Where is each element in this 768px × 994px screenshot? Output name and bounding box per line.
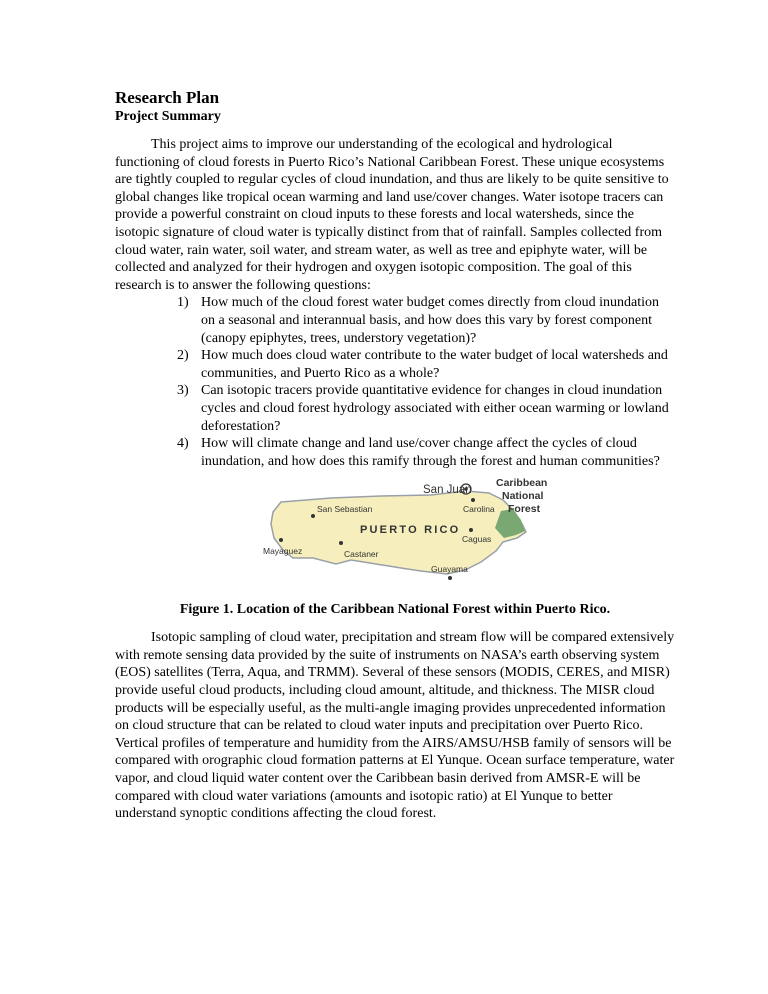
- label-guayama: Guayama: [431, 564, 468, 575]
- list-number: 4): [177, 436, 189, 452]
- document-subtitle: Project Summary: [115, 109, 221, 124]
- label-san-sebastian: San Sebastian: [317, 504, 373, 515]
- label-forest-line3: Forest: [508, 503, 541, 516]
- label-castaner: Castaner: [344, 549, 379, 560]
- list-item: [115, 347, 675, 382]
- label-forest-line1: Caribbean: [496, 478, 548, 490]
- document-title: Research Plan: [115, 88, 220, 107]
- city-dot-caguas: [469, 528, 473, 532]
- label-puerto-rico: PUERTO RICO: [360, 524, 461, 537]
- city-dot-san-sebastian: [311, 514, 315, 518]
- list-item-text: How will climate change and land use/cover change affect the cycles of cloud inundation, and how does this ramify through the forest and human communities?: [201, 436, 660, 469]
- intro-paragraph: This project aims to improve our understanding of the ecological and hydrological functioning of cloud forests in Puerto Rico’s National Caribbean Forest. These unique ecosystems are tightly coupled to regular cycles of cloud inundation, and thus are likely to be quite sensitive to global changes like tropical ocean warming and land use/cover changes. Water isotope tracers can provide a powerful constraint on cloud inputs to these forests and local watersheds, since the isotopic signature of cloud water is typically distinct from that of rainfall. Samples collected from cloud water, rain water, soil water, and stream water, as well as tree and epiphyte water, will be collected and analyzed for their hydrogen and oxygen isotopic composition. The goal of this research is to answer the following questions:: [115, 137, 669, 293]
- list-item: [115, 294, 675, 347]
- questions-list: [115, 294, 675, 470]
- label-mayaguez: Mayaguez: [263, 546, 303, 557]
- list-item: [115, 382, 675, 435]
- puerto-rico-map: [251, 478, 571, 596]
- label-caguas: Caguas: [462, 534, 492, 545]
- list-number: 3): [177, 383, 189, 399]
- city-dot-carolina: [471, 498, 475, 502]
- list-number: 1): [177, 295, 189, 311]
- label-carolina: Carolina: [463, 504, 495, 515]
- list-item-text: Can isotopic tracers provide quantitative evidence for changes in cloud inundation cycles and cloud forest hydrology associated with either ocean warming or lowland deforestation?: [201, 383, 669, 434]
- city-dot-mayaguez: [279, 538, 283, 542]
- map-svg: [251, 478, 571, 596]
- city-dot-guayama: [448, 576, 452, 580]
- list-item-text: How much does cloud water contribute to the water budget of local watersheds and communities, and Puerto Rico as a whole?: [201, 348, 668, 381]
- document-page: [115, 88, 675, 823]
- label-san-juan: San Juan: [423, 484, 472, 497]
- list-number: 2): [177, 348, 189, 364]
- second-paragraph: Isotopic sampling of cloud water, precipitation and stream flow will be compared extensively with remote sensing data provided by the suite of instruments on NASA’s earth observing system (EOS) satellites (Terra, Aqua, and TRMM). Several of these sensors (MODIS, CERES, and MISR) provide useful cloud products, including cloud amount, altitude, and thickness. The MISR cloud products will be especially useful, as the multi-angle imaging provides unprecedented information on cloud structure that can be related to cloud water inputs and precipitation over Puerto Rico. Vertical profiles of temperature and humidity from the AIRS/AMSU/HSB family of sensors will be compared with orographic cloud formation patterns at El Yunque. Ocean surface temperature, water vapor, and cloud liquid water content over the Caribbean basin derived from AMSR-E will be compared with cloud water variations (amounts and isotopic ratio) at El Yunque to better understand synoptic conditions affecting the cloud forest.: [115, 630, 675, 822]
- label-forest-line2: National: [502, 490, 544, 503]
- list-item-text: How much of the cloud forest water budget comes directly from cloud inundation on a seasonal and interannual basis, and how does this vary by forest component (canopy epiphytes, trees, understory vegetation)?: [201, 295, 659, 346]
- figure-caption: Figure 1. Location of the Caribbean National Forest within Puerto Rico.: [179, 602, 611, 618]
- city-dot-castaner: [339, 541, 343, 545]
- list-item: [115, 435, 675, 470]
